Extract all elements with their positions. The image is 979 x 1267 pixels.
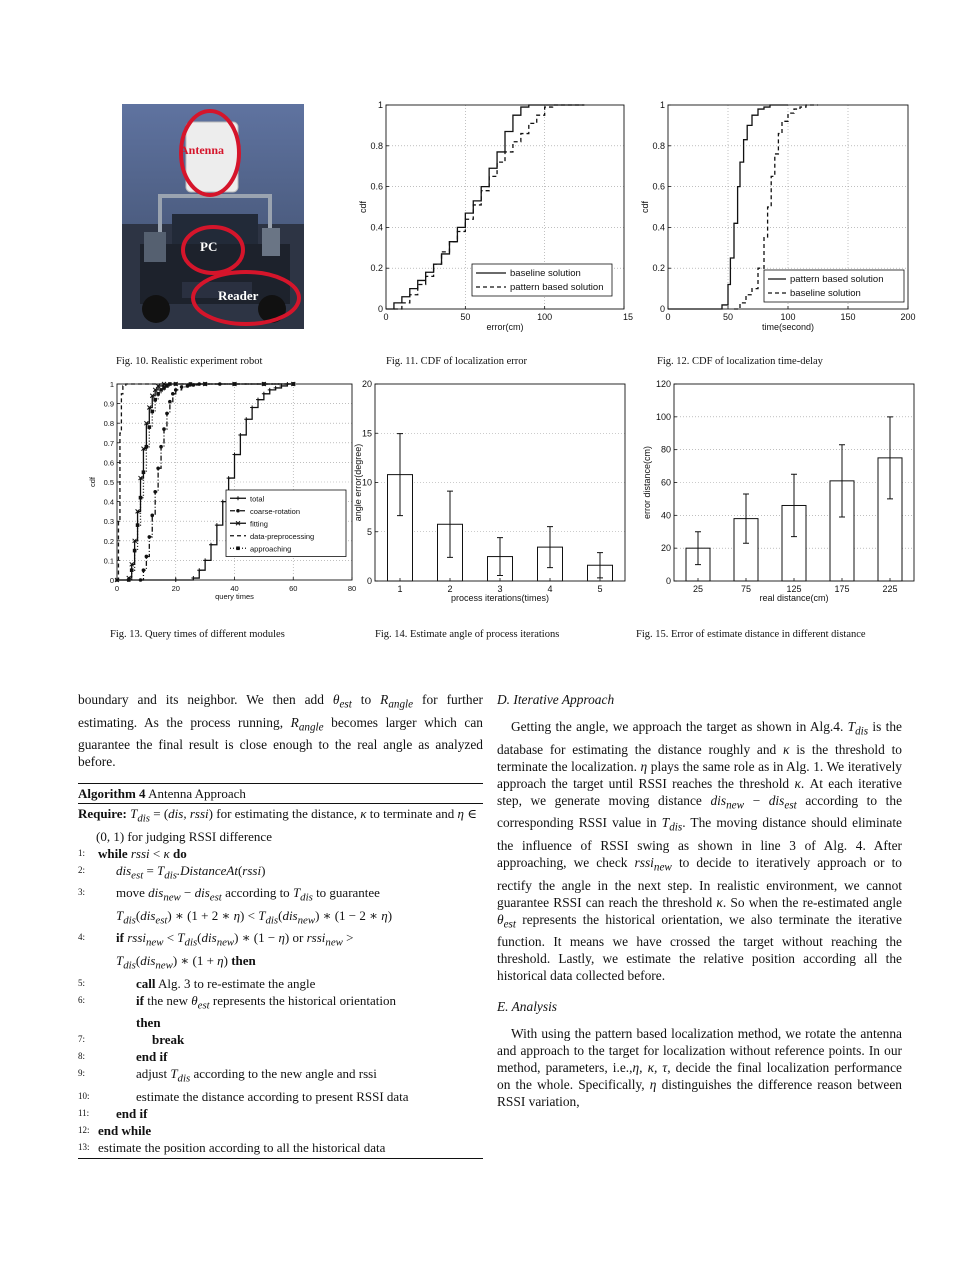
fig15-category-label: 25 [692, 584, 704, 594]
fig14-ytick-label: 5 [366, 526, 372, 537]
fig12-ytick-label: 1 [659, 100, 665, 110]
fig11-ytick-label: 0.2 [370, 263, 383, 274]
fig13-point [156, 466, 160, 470]
fig13-point [168, 382, 172, 386]
pc-label: PC [200, 239, 218, 254]
fig15-ytick-label: 40 [660, 510, 671, 521]
fig11-xtick-label: 100 [537, 312, 553, 322]
fig12-legend-label: baseline solution [790, 288, 861, 299]
fig13-ytick-label: 0.6 [103, 458, 114, 468]
fig13-point [145, 555, 149, 559]
antenna-label: Antenna [180, 143, 225, 157]
fig13-point [174, 388, 178, 392]
fig13-ytick-label: 0.9 [103, 399, 114, 409]
alg-line-8: 8: end if [78, 1049, 168, 1065]
fig13-ytick-label: 0.4 [103, 497, 114, 507]
fig13-chart [86, 376, 358, 606]
fig11-legend [472, 264, 612, 296]
fig12-ylabel: cdf [640, 200, 650, 214]
fig13-point [168, 400, 172, 404]
fig13-point [291, 382, 295, 386]
fig12-chart [634, 96, 919, 336]
fig13-point [233, 453, 237, 457]
fig11-ytick-label: 0.8 [370, 140, 383, 151]
fig12-ytick-label: 0 [659, 304, 665, 314]
section-d-title: D. Iterative Approach [497, 692, 615, 707]
reader-label: Reader [218, 288, 259, 303]
fig12-xtick-label: 200 [900, 312, 916, 322]
fig13-legend-marker [236, 546, 240, 550]
fig13-point [150, 514, 154, 518]
fig13-ytick-label: 0.5 [103, 478, 114, 487]
alg-line-3: 3: move dis$_{new}$ − dis$_{est}$ according to $T_{dis}$ to guarantee $T_{dis}(dis_{est})$ ∗ (1 + 2 ∗ $\eta) < T_{dis}(dis_{new})$ ∗ (1 − 2 ∗ η) [78, 885, 393, 927]
fig14-category-label: 4 [547, 584, 553, 594]
fig13-point [127, 578, 131, 582]
fig15-ytick-label: 20 [660, 543, 671, 554]
fig13-point [139, 578, 143, 582]
fig13-legend-label: data-preprocessing [250, 531, 315, 541]
fig12-caption: Fig. 12. CDF of localization time-delay [657, 356, 823, 367]
right-column [497, 691, 902, 1110]
robot-illustration [122, 104, 304, 329]
fig13-point [130, 568, 134, 572]
fig12-xtick-label: 50 [722, 312, 734, 322]
fig13-ylabel: cdf [88, 476, 97, 488]
left-paragraph: boundary and its neighbor. We then add $\theta_{est}$ to $R_{angle}$ for further estimating. As the process running, $R_{angle}$ becomes larger which can guarantee the final result is close enough to the real angle as analyzed before. [78, 692, 483, 770]
section-e-paragraph: With using the pattern based localization method, we rotate the antenna and approach to the target for localization without reference points. In our method, parameters, i.e.,η, κ, τ, decide the final localization performance on the whole. Specifically, η distinguishes the difference reason between RSSI variation, [497, 1026, 902, 1110]
fig12-legend-label: pattern based solution [790, 274, 884, 285]
fig11-ylabel: cdf [358, 200, 368, 214]
fig14-ytick-label: 15 [361, 428, 372, 439]
fig13-point [171, 392, 175, 396]
fig13-ytick-label: 0.8 [103, 419, 114, 429]
fig13-point [262, 382, 266, 386]
fig14-ytick-label: 10 [361, 477, 372, 488]
fig11-ytick-label: 0.4 [370, 222, 383, 233]
fig13-point [148, 535, 152, 539]
fig13-point [142, 470, 146, 474]
fig12-ytick-label: 0.4 [652, 222, 665, 233]
robot-photo [122, 104, 304, 329]
fig14-ytick-label: 0 [366, 576, 372, 586]
fig13-point [262, 392, 266, 396]
fig13-point [165, 412, 169, 416]
fig13-point [153, 490, 157, 494]
alg-line-9: 9: adjust $T_{dis}$ according to the new angle and rssi [78, 1066, 377, 1085]
fig13-legend-label: total [250, 494, 265, 504]
fig15-ytick-label: 60 [660, 477, 671, 488]
fig14-category-label: 2 [447, 584, 453, 594]
alg-line-12: 12: end while [78, 1122, 152, 1138]
algorithm-require: Require: $T_{dis} = (dis$, rssi) for estimating the distance, κ to terminate and η ∈ (0, 1) for judging RSSI difference [78, 806, 477, 844]
fig15-caption: Fig. 15. Error of estimate distance in different distance [636, 629, 866, 640]
fig13-point [180, 385, 184, 389]
fig14-ylabel: angle error(degree) [353, 443, 363, 522]
fig13-point [197, 568, 201, 572]
fig14-category-label: 1 [397, 584, 403, 594]
fig12-xtick-label: 150 [840, 312, 856, 322]
fig15-ytick-label: 0 [665, 576, 671, 586]
fig13-point [148, 425, 152, 429]
fig13-legend-label: fitting [250, 519, 268, 529]
fig14-category-label: 3 [497, 584, 503, 594]
fig13-ytick-label: 0.7 [103, 438, 114, 448]
fig13-legend [226, 490, 346, 557]
fig11-legend-label: pattern based solution [510, 282, 604, 293]
fig13-point [227, 476, 231, 480]
fig11-ytick-label: 1 [377, 100, 383, 110]
fig13-point [209, 543, 213, 547]
fig11-xlabel: error(cm) [486, 322, 524, 332]
fig11-ytick-label: 0 [377, 304, 383, 314]
fig15-ytick-label: 120 [655, 379, 671, 389]
fig13-xtick-label: 60 [289, 584, 298, 593]
alg-line-11: 11: end if [78, 1105, 148, 1121]
fig13-xtick-label: 40 [230, 584, 239, 593]
fig13-point [174, 578, 178, 582]
fig13-ytick-label: 0 [109, 576, 114, 585]
section-e-title: E. Analysis [497, 999, 558, 1015]
fig12-xtick-label: 0 [665, 312, 671, 322]
fig11-caption: Fig. 11. CDF of localization error [386, 356, 528, 367]
left-column [78, 691, 483, 770]
fig13-point [174, 382, 178, 386]
fig11-ytick-label: 0.6 [370, 181, 383, 192]
alg-line-4: 4: if rssi$_{new}$ < $T_{dis}(dis_{new})$ ∗ (1 − η) or rssi$_{new}$ > $T_{dis}(dis_{new})$ ∗ (1 + η) then [78, 930, 354, 972]
fig15-category-label: 125 [786, 584, 802, 594]
fig13-point [268, 388, 272, 392]
fig13-point [256, 398, 260, 402]
fig15-ylabel: error distance(cm) [642, 445, 652, 520]
fig13-point [250, 406, 254, 410]
fig15-category-label: 175 [834, 584, 850, 594]
fig15-ytick-label: 100 [655, 411, 671, 422]
algorithm-title: Algorithm 4 Antenna Approach [78, 786, 246, 801]
fig13-point [215, 523, 219, 527]
fig12-ytick-label: 0.2 [652, 263, 665, 274]
fig14-chart [352, 376, 627, 611]
fig13-point [189, 382, 193, 386]
alg-line-2: 2: $dis_{est} = T_{dis}.DistanceAt(rssi)$ [78, 862, 266, 882]
algorithm-4 [78, 783, 483, 1159]
fig14-category-label: 5 [597, 584, 603, 594]
fig10-caption: Fig. 10. Realistic experiment robot [116, 356, 263, 367]
fig13-point [142, 568, 146, 572]
fig11-xtick-label: 15 [622, 312, 634, 322]
fig14-xlabel: process iterations(times) [450, 593, 550, 603]
fig13-xtick-label: 20 [171, 584, 180, 593]
fig13-ytick-label: 0.3 [103, 517, 114, 527]
fig11-legend-label: baseline solution [510, 268, 581, 279]
fig13-point [233, 382, 237, 386]
fig13-point [153, 398, 157, 402]
fig13-xtick-label: 80 [347, 584, 357, 593]
fig13-point [150, 410, 154, 414]
fig12-xtick-label: 100 [780, 312, 796, 322]
fig14-ytick-label: 20 [361, 379, 372, 389]
fig15-ytick-label: 80 [660, 444, 671, 455]
fig11-xtick-label: 50 [460, 312, 471, 322]
fig11-chart [352, 96, 634, 336]
fig13-point [162, 427, 166, 431]
fig15-chart [634, 376, 919, 611]
fig13-legend-label: coarse-rotation [250, 506, 301, 516]
fig13-point [159, 445, 163, 449]
fig13-xlabel: query times [215, 592, 254, 601]
fig12-ytick-label: 0.8 [652, 140, 665, 151]
fig12-legend [764, 270, 904, 302]
alg-line-5: 5: call Alg. 3 to re-estimate the angle [78, 975, 316, 991]
fig11-xtick-label: 0 [383, 312, 389, 322]
fig13-point [244, 417, 248, 421]
fig13-point [203, 558, 207, 562]
fig13-point [203, 382, 207, 386]
alg-line-7: 7: break [78, 1032, 185, 1048]
fig13-legend-marker [236, 509, 240, 513]
fig13-ytick-label: 0.2 [103, 536, 114, 546]
fig13-point [221, 500, 225, 504]
alg-line-13: 13: estimate the position according to all the historical data [78, 1139, 386, 1155]
alg-line-1: 1: while rssi < κ do [78, 845, 187, 861]
section-d-paragraph: Getting the angle, we approach the target as shown in Alg.4. $T_{dis}$ is the database for estimating the distance roughly and κ is the threshold to terminate the localization. η plays the same role as in Alg. 1. We iteratively approach the target until RSSI reaches the threshold κ. At each iterative step, we generate moving distance dis$_{new}$ − dis$_{est}$ according to the corresponding RSSI value in $T_{dis}$. The moving distance should eliminate the influence of RSSI swing as shown in line 3 of Alg. 4. After approaching, we check rssi$_{new}$ to decide to iteratively approach or to rectify the angle in the next step. In realistic environment, we cannot guarantee RSSI can reach the threshold κ. So when the re-estimated angle $\theta_{est}$ represents the historical orientation, we also terminate the iterative function. It means we have crossed the target without reaching the threshold. Lastly, we estimate the relative position according all the historical data collected before. [497, 719, 903, 984]
fig15-category-label: 225 [882, 584, 898, 594]
fig12-ytick-label: 0.6 [652, 181, 665, 192]
fig15-xlabel: real distance(cm) [759, 593, 829, 603]
fig13-ytick-label: 0.1 [103, 556, 114, 566]
fig13-point [133, 549, 137, 553]
alg-line-10: 10: estimate the distance according to present RSSI data [78, 1088, 409, 1104]
fig15-category-label: 75 [740, 584, 752, 594]
fig13-xtick-label: 0 [114, 584, 120, 593]
alg-line-6: 6: if the new $\theta_{est}$ represents the historical orientation then [78, 992, 396, 1031]
fig13-caption: Fig. 13. Query times of different modules [110, 629, 285, 640]
fig13-point [238, 433, 242, 437]
fig13-legend-label: approaching [250, 544, 292, 554]
fig13-point [139, 496, 143, 500]
fig13-ytick-label: 1 [109, 380, 114, 389]
fig13-point [136, 523, 140, 527]
fig13-point [145, 445, 149, 449]
fig12-xlabel: time(second) [761, 322, 815, 332]
fig13-point [156, 392, 160, 396]
fig14-caption: Fig. 14. Estimate angle of process iterations [375, 629, 560, 640]
